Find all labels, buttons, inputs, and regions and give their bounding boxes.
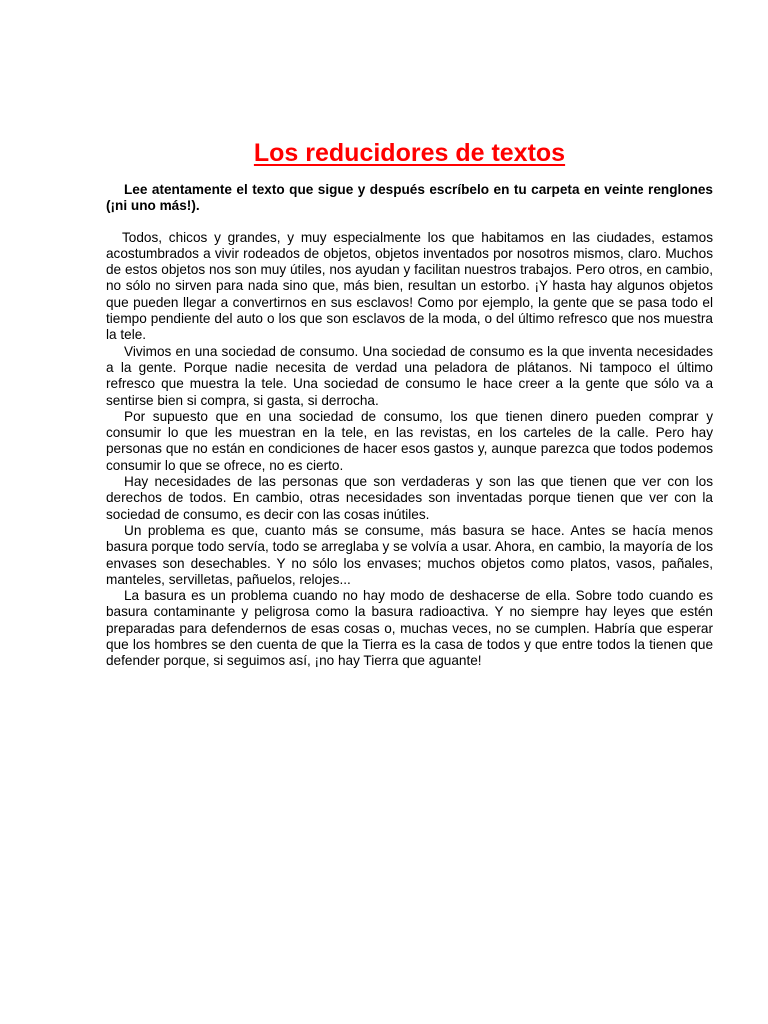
paragraph-1: Todos, chicos y grandes, y muy especialmente los que habitamos en las ciudades, estamos acostumbrados a vivir rodeados de objetos, objetos inventados por nosotros mismos, claro. Muchos de estos objetos nos son muy útiles, nos ayudan y facilitan nuestros trabajos. Pero otros, en cambio, no sólo no sirven para nada sino que, más bien, resultan un estorbo. ¡Y hasta hay algunos objetos que pueden llegar a convertirnos en sus esclavos! Como por ejemplo, la gente que se pasa todo el tiempo pendiente del auto o los que son esclavos de la moda, o del último refresco que nos muestra la tele. bbox=[106, 229, 713, 343]
paragraph-5: Un problema es que, cuanto más se consume, más basura se hace. Antes se hacía menos basura porque todo servía, todo se arreglaba y se volvía a usar. Ahora, en cambio, la mayoría de los envases son desechables. Y no sólo los envases; muchos objetos como platos, vasos, pañales, manteles, servilletas, pañuelos, relojes... bbox=[106, 522, 713, 587]
paragraph-2: Vivimos en una sociedad de consumo. Una sociedad de consumo es la que inventa necesidades a la gente. Porque nadie necesita de verdad una peladora de plátanos. Ni tampoco el último refresco que muestra la tele. Una sociedad de consumo le hace creer a la gente que sólo va a sentirse bien si compra, si gasta, si derrocha. bbox=[106, 343, 713, 408]
instructions-text: Lee atentamente el texto que sigue y después escríbelo en tu carpeta en veinte renglones (¡ni uno más!). bbox=[106, 182, 713, 214]
document-page bbox=[106, 138, 713, 670]
body-text bbox=[106, 230, 713, 670]
paragraph-3: Por supuesto que en una sociedad de consumo, los que tienen dinero pueden comprar y consumir lo que les muestran en la tele, en las revistas, en los carteles de la calle. Pero hay personas que no están en condiciones de hacer esos gastos y, aunque parezca que todos podemos consumir lo que se ofrece, no es cierto. bbox=[106, 408, 713, 473]
document-title: Los reducidores de textos bbox=[253, 139, 566, 167]
paragraph-6: La basura es un problema cuando no hay modo de deshacerse de ella. Sobre todo cuando es basura contaminante y peligrosa como la basura radioactiva. Y no siempre hay leyes que estén preparadas para defendernos de esas cosas o, muchas veces, no se cumplen. Habría que esperar que los hombres se den cuenta de que la Tierra es la casa de todos y que entre todos la tienen que defender porque, si seguimos así, ¡no hay Tierra que aguante! bbox=[106, 588, 713, 669]
paragraph-4: Hay necesidades de las personas que son verdaderas y son las que tienen que ver con los derechos de todos. En cambio, otras necesidades son inventadas porque tienen que ver con la sociedad de consumo, es decir con las cosas inútiles. bbox=[106, 474, 713, 522]
